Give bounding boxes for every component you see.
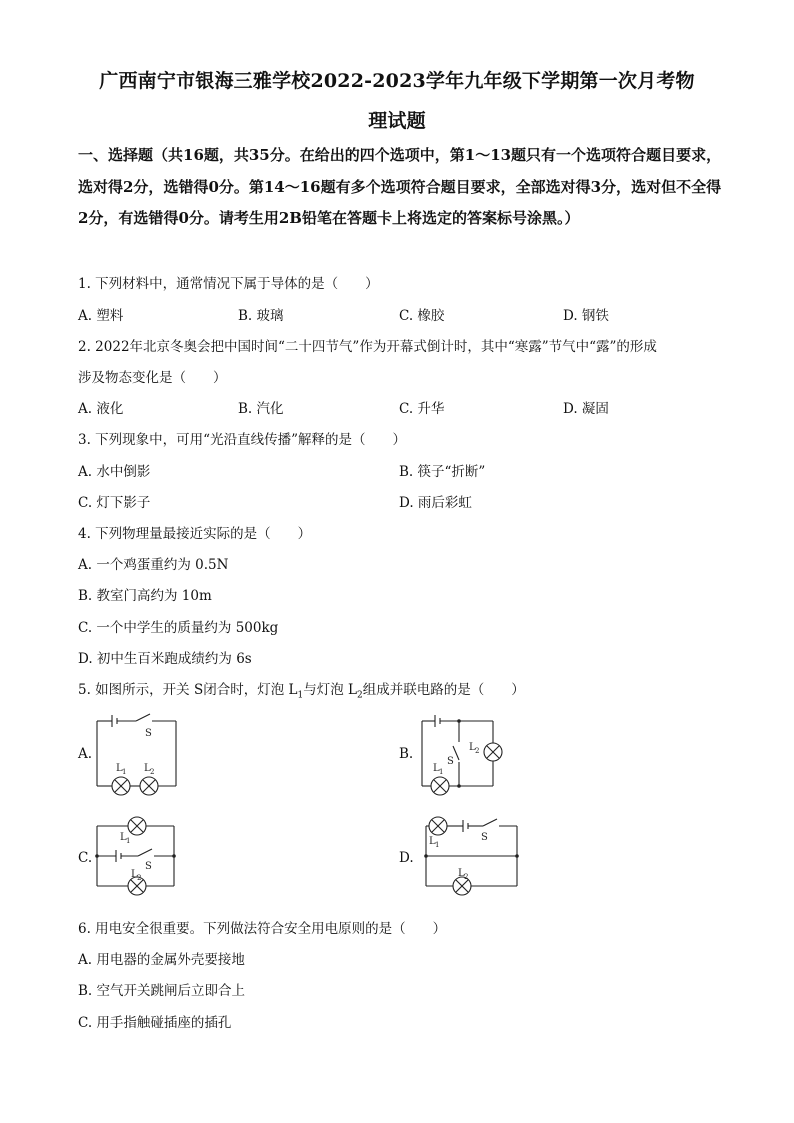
lamp-l2-icon [484, 743, 502, 761]
q3-option-a: A. 水中倒影 [78, 464, 151, 480]
q6-option-a: A. 用电器的金属外壳要接地 [78, 952, 245, 968]
lamp-label: L [469, 742, 476, 753]
q1-option-a: A. 塑料 [78, 308, 124, 324]
circuit-diagram-c [94, 814, 184, 898]
lamp-label-sub: 1 [126, 837, 131, 845]
switch-symbol [483, 819, 497, 826]
q3-stem: 3. 下列现象中，可用“光沿直线传播”解释的是（ ） [78, 432, 406, 448]
circuit-diagram-b [417, 710, 507, 800]
q4-stem: 4. 下列物理量最接近实际的是（ ） [78, 526, 312, 542]
q4-option-a: A. 一个鸡蛋重约为 0.5N [78, 557, 229, 573]
q1-option-b: B. 玻璃 [238, 308, 284, 324]
q4-option-b: B. 教室门高约为 10m [78, 588, 212, 604]
lamp-label: L [458, 868, 465, 879]
section-heading: 一、选择题（共16题，共35分。在给出的四个选项中，第1～13题只有一个选项符合题目要求，选对得2分，选错得0分。第14～16题有多个选项符合题目要求，全部选对得3分，选对但不全得2分，有选错得0分。请考生用2B铅笔在答题卡上将选定的答案标号涂黑。） [78, 146, 722, 227]
q4-option-c: C. 一个中学生的质量约为 500kg [78, 620, 279, 636]
switch-symbol [138, 849, 152, 856]
battery-symbol [463, 820, 468, 832]
lamp-label: L [120, 832, 127, 843]
q3-option-b: B. 筷子“折断” [399, 464, 486, 480]
lamp-l1-icon [128, 817, 146, 835]
q2-stem-line2: 涉及物态变化是（ ） [78, 370, 227, 386]
lamp-label-sub: 1 [122, 768, 127, 776]
q1-option-d: D. 钢铁 [563, 308, 609, 324]
lamp-label-sub: 1 [435, 841, 440, 849]
lamp-label-sub: 1 [439, 768, 444, 776]
battery-symbol [435, 715, 440, 727]
lamp-label: L [429, 836, 436, 847]
q1-stem: 1. 下列材料中，通常情况下属于导体的是（ ） [78, 276, 379, 292]
circuit-diagram-d [425, 814, 525, 898]
q6-option-c: C. 用手指触碰插座的插孔 [78, 1015, 232, 1031]
lamp-label-sub: 2 [150, 768, 155, 776]
q6-option-b: B. 空气开关跳闸后立即合上 [78, 983, 246, 999]
battery-symbol [116, 850, 121, 862]
q5-option-b-label: B. [399, 746, 414, 762]
lamp-label-sub: 2 [137, 874, 142, 882]
switch-label: S [481, 832, 488, 843]
lamp-label-sub: 2 [464, 873, 469, 881]
circuit-diagram-a [94, 710, 184, 800]
q3-option-c: C. 灯下影子 [78, 495, 151, 511]
q1-option-c: C. 橡胶 [399, 308, 445, 324]
switch-label: S [145, 728, 152, 739]
lamp-label: L [433, 763, 440, 774]
q5-option-c-label: C. [78, 850, 93, 866]
lamp-label: L [144, 763, 151, 774]
lamp-l1-icon [431, 777, 449, 795]
q2-option-b: B. 汽化 [238, 401, 284, 417]
q6-stem: 6. 用电安全很重要。下列做法符合安全用电原则的是（ ） [78, 921, 447, 937]
battery-symbol [112, 715, 117, 727]
lamp-label: L [131, 869, 138, 880]
q3-option-d: D. 雨后彩虹 [399, 495, 472, 511]
lamp-label: L [116, 763, 123, 774]
q5-option-d-label: D. [399, 850, 414, 866]
switch-label: S [447, 756, 454, 767]
switch-label: S [145, 861, 152, 872]
lamp-l2-icon [140, 777, 158, 795]
switch-symbol [136, 714, 150, 721]
q2-option-a: A. 液化 [78, 401, 124, 417]
lamp-l1-icon [429, 817, 447, 835]
q2-option-d: D. 凝固 [563, 401, 609, 417]
lamp-l1-icon [112, 777, 130, 795]
exam-title-line2: 理试题 [368, 110, 426, 132]
q5-option-a-label: A. [78, 746, 93, 762]
q2-stem-line1: 2. 2022年北京冬奥会把中国时间“二十四节气”作为开幕式倒计时，其中“寒露”节气中“露”的形成 [78, 339, 657, 355]
q2-option-c: C. 升华 [399, 401, 445, 417]
q5-stem: 5. 如图所示，开关 S闭合时，灯泡 $L_1$与灯泡 $L_2$组成并联电路的是（ ） [78, 682, 525, 701]
lamp-label-sub: 2 [475, 747, 480, 755]
q4-option-d: D. 初中生百米跑成绩约为 6s [78, 651, 252, 667]
switch-symbol [453, 746, 459, 760]
exam-title-line1: 广西南宁市银海三雅学校2022-2023学年九年级下学期第一次月考物 [99, 70, 695, 92]
